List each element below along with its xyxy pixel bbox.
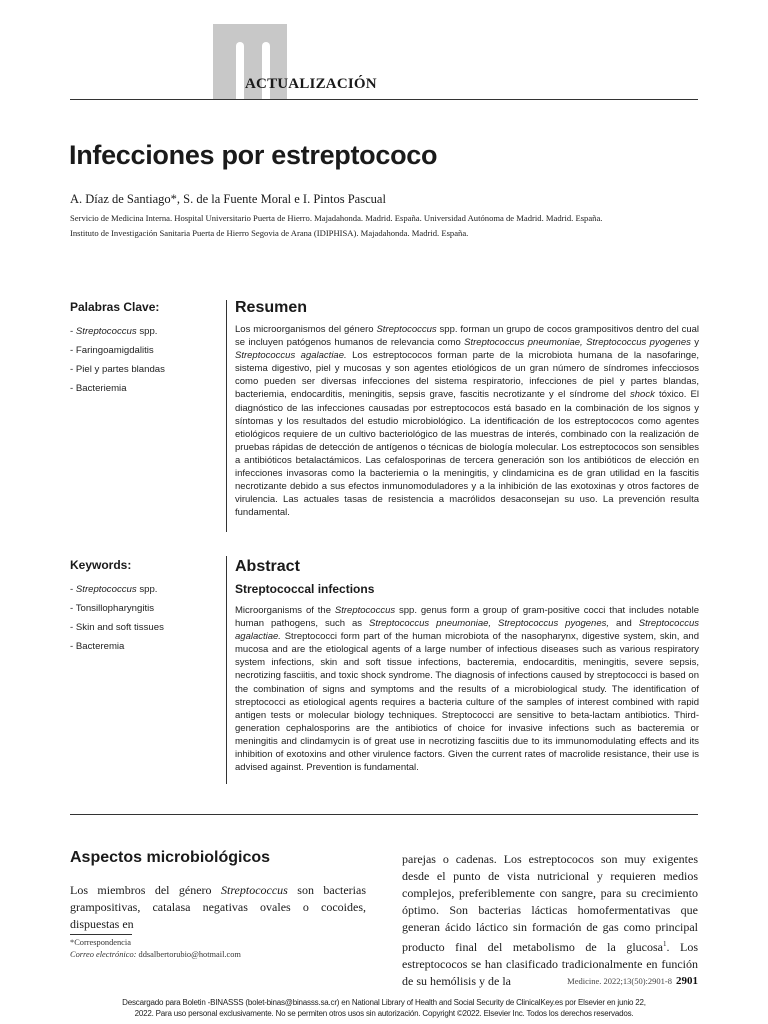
article-title: Infecciones por estreptococo (69, 140, 438, 170)
email-link[interactable]: ddsalbertorubio@hotmail.com (136, 950, 241, 959)
body-section-heading: Aspectos microbiológicos (70, 849, 271, 866)
correspondence-note: *Correspondencia (70, 938, 131, 947)
top-divider (70, 99, 698, 100)
footnote-divider (70, 934, 132, 935)
column-divider (226, 300, 227, 532)
keyword-item: - Tonsillopharyngitis (70, 603, 155, 614)
body-left-column (70, 849, 366, 933)
keywords-section (70, 558, 220, 656)
keyword-item: - Piel y partes blandas (70, 364, 165, 375)
abstract-text: Microorganisms of the Streptococcus spp. genus form a group of gram-positive cocci that includes notable human pathogens, such as Streptococcus pneumoniae, Streptococcus pyogenes, and Streptococcus agalactiae. Streptococci form part of the human microbiota of the nasopharynx, digestive system, skin, and mucosa and are the etiological agents of a large number of infectious diseases such as various respiratory system infections, skin and soft tissue infections, bacteremia, endocarditis, meningitis, severe sepsis, necrotizing fasciitis, and toxic shock syndrome. The diagnosis of infections caused by streptococci is based on the combination of signs and symptoms and the results of a microbiological study. The identification of streptococci as etiological agents requires a bacteria culture of the samples of interest combined with rapid antigen tests or molecular biology techniques. Streptococci are sensitive to beta-lactam antibiotics. Third-generation cephalosporins are the antibiotics of choice for invasive infections such as bacteremia or meningitis and clindamycin is of great use in necrotizing fasciitis due to its immunomodulating effects and its inhibition of exotoxins and other virulence factors. Given the current rates of macrolide resistance, their use is advised against. Prevention is fundamental. (235, 605, 699, 774)
body-paragraph: parejas o cadenas. Los estreptococos son muy exigentes desde el punto de vista nutricional y requieren medios complejos, preferiblemente con sangre, para su crecimiento óptimo. Son bacterias lácticas homofermentativas que generan ácido láctico sin formación de gas como principal producto final del metabolismo de la glucosa$^1$. Los estreptococos se han clasificado tradicionalmente en función de su hemólisis y de la (402, 852, 698, 988)
keyword-item: - Bacteremia (70, 641, 125, 652)
page-citation: Medicine. 2022;13(50):2901-8 2901 (567, 975, 698, 987)
journal-logo-notch-left (236, 42, 244, 100)
citation-ref: 1 (662, 940, 667, 948)
column-divider (226, 556, 227, 784)
resumen-section (235, 299, 699, 519)
keyword-item: - Faringoamigdalitis (70, 345, 154, 356)
body-paragraph: Los miembros del género Streptococcus son bacterias grampositivas, catalasa negativas ovales o cocoides, dispuestas en (70, 883, 367, 931)
abstract-subheading: Streptococcal infections (235, 582, 375, 596)
palabras-clave-heading: Palabras Clave: (70, 300, 160, 314)
section-label: ACTUALIZACIÓN (245, 76, 377, 92)
resumen-text: Los microorganismos del género Streptococcus spp. forman un grupo de cocos grampositivos dentro del cual se incluyen patógenos humanos de relevancia como Streptococcus pneumoniae, Streptococcus pyogenes y Streptococcus agalactiae. Los estreptococos forman parte de la microbiota humana de la nasofaringe, sistema digestivo, piel y mucosas y son agentes etiológicos de un gran número de síndromes infecciosos como pueden ser diversas infecciones del sistema respiratorio, infecciones de piel y partes blandas, bacteriemia, endocarditis, meningitis, sepsis grave, fascitis necrotizante y el síndrome del shock tóxico. El diagnóstico de las infecciones causadas por estreptococos está basado en la combinación de los signos y síntomas y los resultados del estudio microbiológico. La identificación de los estreptococos como agentes etiológicos requiere de un cultivo bacteriológico de las muestras de interés, combinado con la realización de pruebas rápidas de detección de antígenos o técnicas de biología molecular. Los estreptococos son sensibles a antibióticos betalactámicos. Las cefalosporinas de tercera generación son los antibióticos de elección en infecciones invasoras como la bacteriemia o la meningitis, y clindamicina es de gran utilidad en la fascitis necrotizante debido a sus efectos inmunomoduladores y a la inhibición de las exotoxinas y otros factores de virulencia. Las actuales tasas de resistencia a macrólidos desaconsejan su uso. La prevención resulta fundamental. (235, 324, 700, 519)
keywords-heading: Keywords: (70, 558, 132, 572)
keyword-item: - Streptococcus spp. (70, 326, 158, 337)
abstract-section (235, 558, 699, 774)
keyword-item: - Skin and soft tissues (70, 622, 164, 633)
abstract-heading: Abstract (235, 558, 300, 575)
page-number: 2901 (676, 975, 698, 987)
email-note: Correo electrónico: ddsalbertorubio@hotmail.com (70, 950, 241, 959)
resumen-heading: Resumen (235, 299, 308, 316)
palabras-clave-section (70, 300, 220, 398)
section-divider (70, 814, 698, 815)
affiliation-1: Servicio de Medicina Interna. Hospital Universitario Puerta de Hierro. Majadahonda. Madrid. España. Universidad Autónoma de Madrid. Madrid. España. (70, 213, 603, 223)
download-notice: Descargado para Boletin -BINASSS (bolet-binas@binasss.sa.cr) en National Library of Health and Social Security de ClinicalKey.es por Elsevier en junio 22, 2022. Para uso personal exclusivamente. No se permiten otros usos sin autorización. Copyright ©2022. Elsevier Inc. Todos los derechos reservados. (122, 998, 646, 1018)
affiliation-2: Instituto de Investigación Sanitaria Puerta de Hierro Segovia de Arana (IDIPHISA). Majadahonda. Madrid. España. (70, 228, 469, 238)
keyword-item: - Streptococcus spp. (70, 584, 158, 595)
keyword-item: - Bacteriemia (70, 383, 127, 394)
article-authors: A. Díaz de Santiago*, S. de la Fuente Moral e I. Pintos Pascual (70, 192, 386, 206)
body-right-column (402, 851, 698, 990)
